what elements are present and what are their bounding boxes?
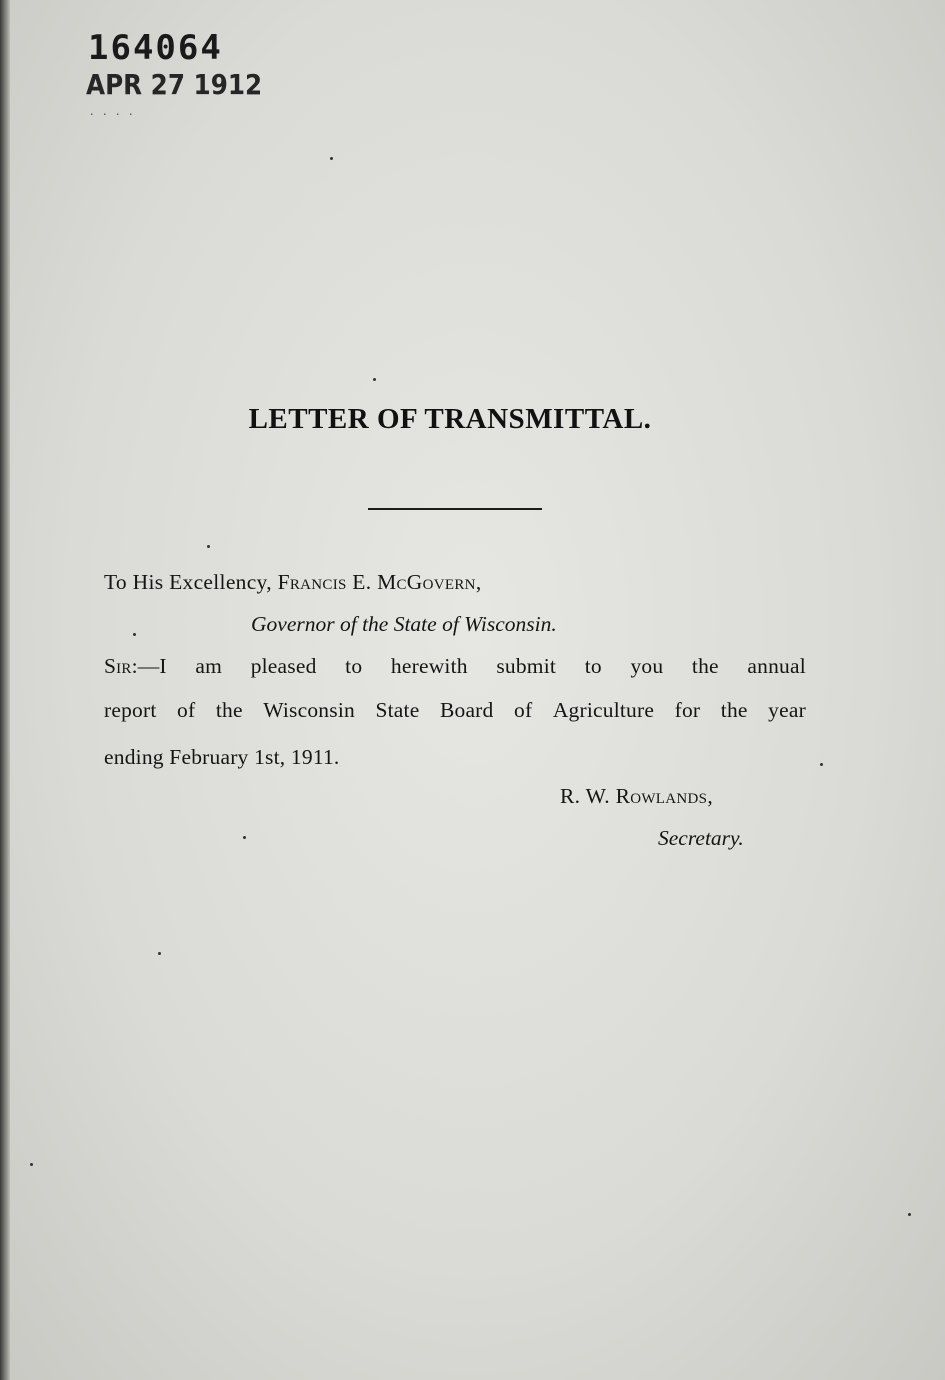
page-edge (0, 0, 10, 1380)
signer-suffix: , (707, 784, 713, 808)
paper-speck (373, 378, 376, 381)
title-rule (368, 508, 542, 510)
paper-speck (133, 633, 136, 636)
recipient-suffix: , (475, 570, 482, 594)
body-line-2: report of the Wisconsin State Board of Agriculture for the year (104, 698, 806, 722)
body-line-1: Sir:—I am pleased to herewith submit to you the annual (104, 654, 806, 678)
salutation (104, 570, 482, 595)
paper-speck (908, 1213, 911, 1216)
paper-speck (330, 157, 333, 160)
signer-name-line (560, 784, 713, 809)
recipient-title: Governor of the State of Wisconsin. (251, 612, 557, 636)
received-date-stamp: APR 27 1912 (86, 68, 263, 101)
salutation-prefix: To His Excellency, (104, 570, 278, 594)
paper-speck (30, 1163, 33, 1166)
paper-speck (820, 763, 823, 766)
recipient-name: Francis E. McGovern (277, 570, 476, 594)
stamp-dots: . . . . (90, 104, 136, 119)
paper-speck (158, 952, 161, 955)
paper-speck (207, 545, 210, 548)
accession-number-stamp: 164064 (88, 28, 223, 68)
document-title: LETTER OF TRANSMITTAL. (248, 403, 652, 435)
paper-speck (243, 836, 246, 839)
greeting: Sir (104, 654, 132, 678)
signer-name: R. W. Rowlands (560, 784, 708, 808)
body-line-1-text: :—I (131, 654, 167, 678)
body-line-3: ending February 1st, 1911. (104, 745, 340, 769)
signer-title: Secretary. (658, 826, 744, 850)
